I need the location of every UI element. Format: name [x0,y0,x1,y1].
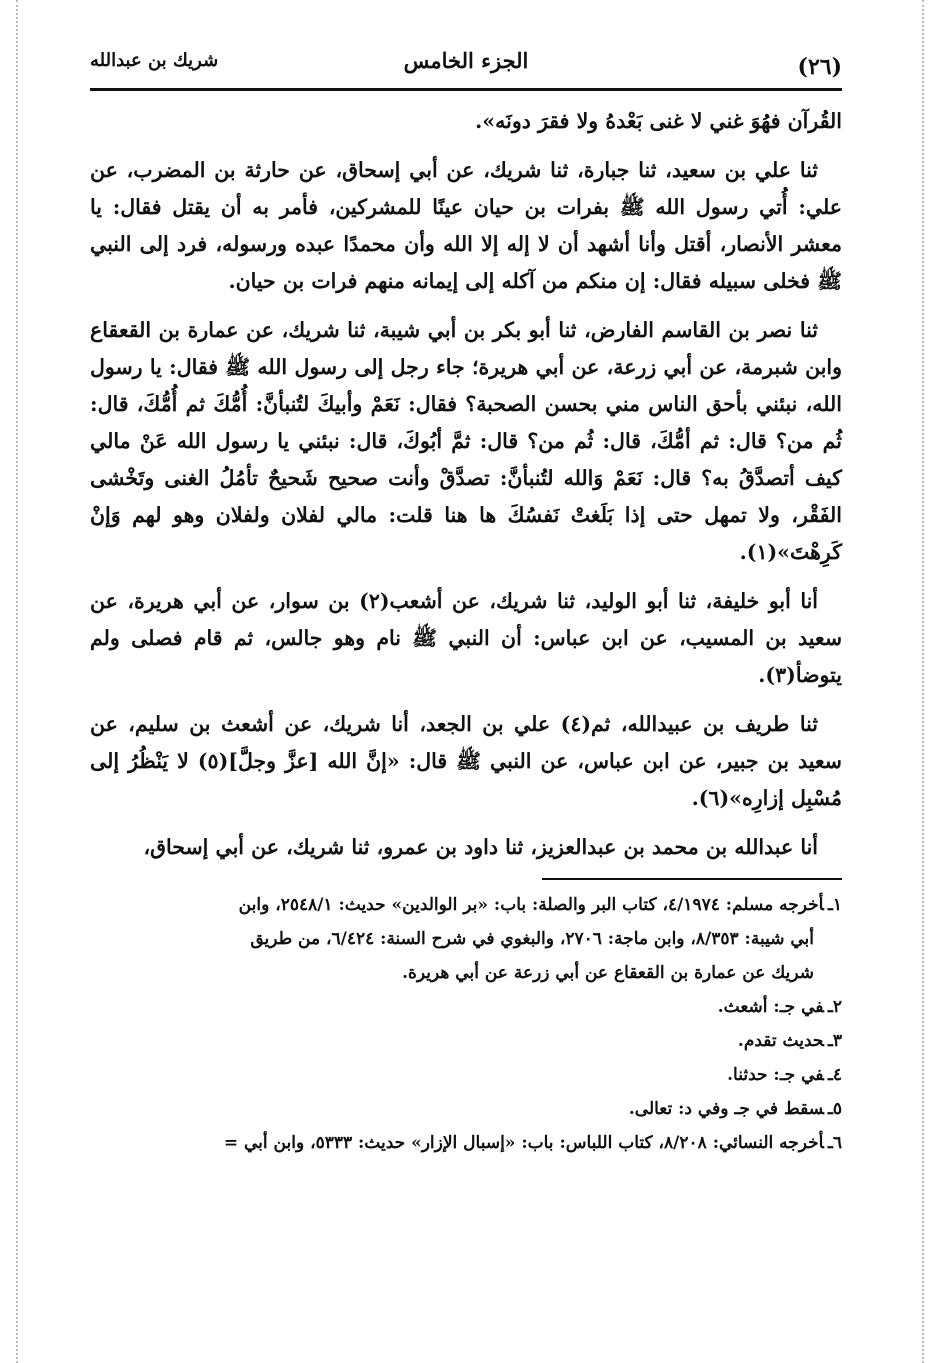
footnote-number: ١ـ [827,895,842,915]
footnote-continuation: شريك عن عمارة بن القعقاع عن أبي زرعة عن أبي هريرة. [402,963,814,983]
book-page [90,40,842,1160]
footnotes [90,888,842,1160]
paragraph: أنا أبو خليفة، ثنا أبو الوليد، ثنا شريك، عن أشعب(٢) بن سوار، عن أبي هريرة، عن سعيد بن المسيب، عن ابن عباس: أن النبي ﷺ نام وهو جالس، ثم قام فصلى ولم يتوضأ(٣). [90,589,842,687]
footnote-item [90,1126,842,1160]
footnote-item [90,1092,842,1126]
footnote-item [90,990,842,1024]
footnote-number: ٦ـ [827,1133,842,1153]
paragraph: القُرآن فهُوَ غني لا غنى بَعْدهُ ولا فقرَ دونَه». [475,109,842,133]
footnote-text: في جـ: أشعث. [717,997,824,1017]
footnote-item [90,1058,842,1092]
footnote-number: ٤ـ [827,1065,842,1085]
footnote-item [90,888,842,922]
page-edge-right [922,0,924,1363]
footnote-text: سقط في جـ وفي د: تعالى. [628,1099,824,1119]
main-text [90,103,842,866]
footnote-continuation: أبي شيبة: ٨/٣٥٣، وابن ماجة: ٢٧٠٦، والبغوي في شرح السنة: ٦/٤٢٤، من طريق [250,929,814,949]
section-title: شريك بن عبدالله [90,50,219,71]
page-edge-left [16,0,18,1363]
footnote-text: أخرجه النسائي: ٨/٢٠٨، كتاب اللباس: باب: «إسبال الإزار» حديث: ٥٣٣٣، وابن أبي = [223,1133,824,1153]
page-number: (٢٦) [797,54,842,80]
footnote-number: ٢ـ [827,997,842,1017]
footnote-number: ٥ـ [827,1099,842,1119]
running-header [90,40,842,91]
footnote-text: حديث تقدم. [737,1031,824,1051]
volume-title: الجزء الخامس [403,48,529,73]
paragraph: ثنا علي بن سعيد، ثنا جبارة، ثنا شريك، عن أبي إسحاق، عن حارثة بن المضرب، عن علي: أُتي رسول الله ﷺ بفرات بن حيان عينًا للمشركين، فأمر به أن يقتل فقال: يا معشر الأنصار، أقتل وأنا أشهد أن لا إله إلا الله وأن محمدًا عبده ورسوله، فرد إلى النبي ﷺ فخلى سبيله فقال: إن منكم من آكله إلى إيمانه منهم فرات بن حيان. [90,158,842,293]
paragraph: ثنا نصر بن القاسم الفارض، ثنا أبو بكر بن أبي شيبة، ثنا شريك، عن عمارة بن القعقاع وابن شبرمة، عن أبي زرعة، عن أبي هريرة؛ جاء رجل إلى رسول الله ﷺ فقال: يا رسول الله، نبئني بأحق الناس مني بحسن الصحبة؟ فقال: نَعَمْ وأبيكَ لتُنبأنَّ: أُمُّكَ ثم أُمُّكَ، قال: ثُم من؟ قال: ثم أمُّكَ، قال: ثُم من؟ قال: ثمَّ أبُوكَ، قال: نبئني يا رسول الله عَنْ مالي كيف أتصدَّقُ به؟ قال: نَعَمْ وَالله لتُنبأنَّ: تصدَّقْ وأنت صحيح شَحيحٌ تأمُلُ الغنى وتَخْشى الفَقْر، ولا تمهل حتى إذا بَلَغتْ نَفسُكَ ها هنا قلت: مالي لفلان ولفلان وهو لهم وَإنْ كَرِهْتَ»(١). [90,318,842,564]
footnote-separator [542,878,842,880]
footnote-text: أخرجه مسلم: ٤/١٩٧٤، كتاب البر والصلة: باب: «بر الوالدين» حديث: ٢٥٤٨/١، وابن [238,895,824,915]
footnote-item [90,1024,842,1058]
footnote-number: ٣ـ [827,1031,842,1051]
paragraph: ثنا طريف بن عبيدالله، ثم(٤) علي بن الجعد، أنا شريك، عن أشعث بن سليم، عن سعيد بن جبير، عن ابن عباس، عن النبي ﷺ قال: «إنَّ الله [عزَّ وجلَّ](٥) لا يَنْظُرُ إلى مُسْبِل إزارِه»(٦). [90,712,842,810]
footnote-text: في جـ: حدثنا. [727,1065,824,1085]
paragraph: أنا عبدالله بن محمد بن عبدالعزيز، ثنا داود بن عمرو، ثنا شريك، عن أبي إسحاق، [143,835,818,859]
